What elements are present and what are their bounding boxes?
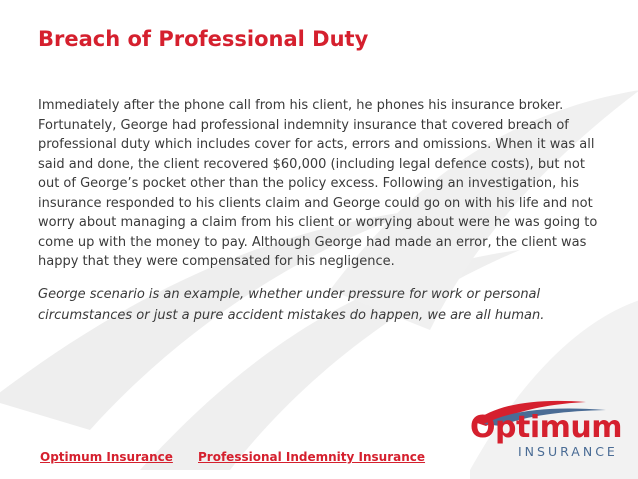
slide-title: Breach of Professional Duty xyxy=(38,27,369,51)
optimum-insurance-logo xyxy=(466,396,622,466)
logo-wordmark: Optimum xyxy=(470,410,622,445)
logo-subtext: INSURANCE xyxy=(518,444,618,459)
slide-content xyxy=(38,96,598,326)
scenario-paragraph: George scenario is an example, whether under pressure for work or personal circumstances or just a pure accident mistakes do happen, we are all human. xyxy=(38,286,545,323)
body-paragraph: Immediately after the phone call from his client, he phones his insurance broker. Fortunately, George had professional indemnity insurance that covered breach of professional duty which includes cover for acts, errors and omissions. When it was all said and done, the client recovered $60,000 (including legal defence costs), but not out of George’s pocket other than the policy excess. Following an investigation, his insurance responded to his clients claim and George could go on with his life and not worry about managing a claim from his client or worrying about were he was going to come up with the money to pay. Although George had made an error, the client was happy that they were compensated for his negligence. xyxy=(38,98,598,269)
footer-link-professional-indemnity[interactable]: Professional Indemnity Insurance xyxy=(198,450,426,464)
footer-link-optimum-insurance[interactable]: Optimum Insurance xyxy=(40,450,173,464)
